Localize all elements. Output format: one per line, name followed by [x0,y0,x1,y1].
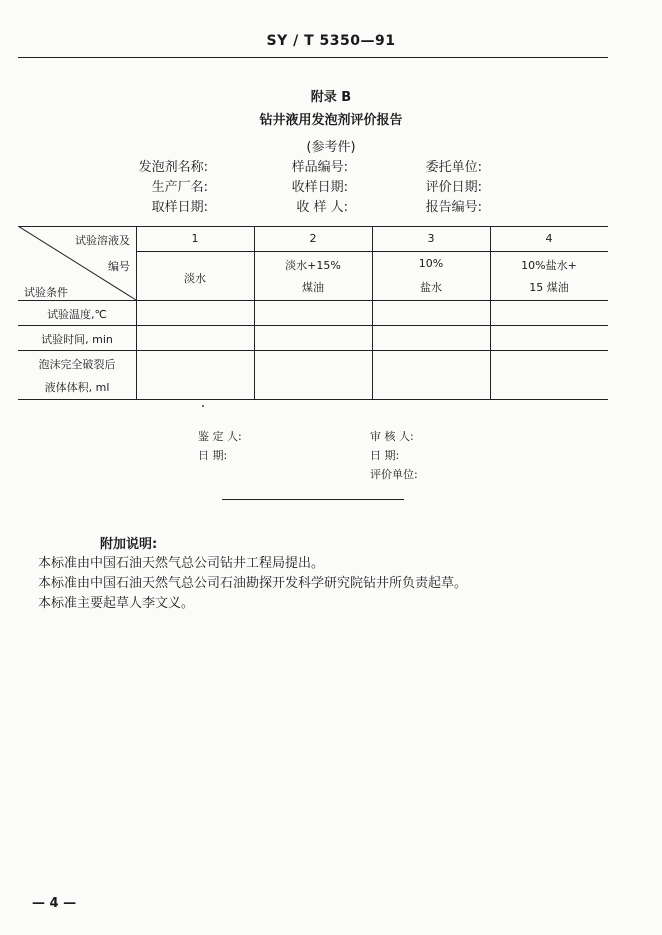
signature-reviewer-date: 日 期: [370,449,400,462]
field-sample-number: 样品编号: [291,160,348,175]
document-code: SY / T 5350—91 [266,33,396,49]
row-label-foam-volume-line2: 液体体积, ml [44,381,110,394]
field-receive-date: 收样日期: [291,180,348,195]
signature-reviewer: 审 核 人: [370,430,414,443]
column-solution-name: 10% [418,257,444,270]
signature-evaluation-unit: 评价单位: [370,468,418,481]
signature-appraiser-date: 日 期: [198,449,228,462]
note-line: 本标准主要起草人李文义。 [38,596,195,611]
column-solution-name-line2: 盐水 [420,281,442,294]
table-row-rule [18,325,608,326]
evaluation-table [18,226,608,400]
row-label-temperature: 试验温度,℃ [47,308,107,321]
column-solution-name-line2: 15 煤油 [529,281,569,294]
field-foaming-agent-name: 发泡剂名称: [138,160,208,175]
row-label-time: 试验时间, min [41,333,113,346]
row-label-foam-volume: 泡沫完全破裂后 [38,358,116,371]
column-solution-name: 10%盐水+ [521,259,577,272]
signature-appraiser: 鉴 定 人: [198,430,242,443]
note-line: 本标准由中国石油天然气总公司石油勘探开发科学研究院钻井所负责起草。 [38,576,468,591]
table-column-rule [372,226,373,400]
column-number: 2 [309,232,317,245]
table-bottom-rule [18,399,608,400]
report-title: 钻井液用发泡剂评价报告 [259,113,403,128]
column-number: 1 [191,232,199,245]
field-receiver: 收 样 人: [296,200,348,215]
note-line: 本标准由中国石油天然气总公司钻井工程局提出。 [38,556,325,571]
corner-label-number: 编号 [108,260,130,273]
scan-speck [202,405,204,407]
field-sampling-date: 取样日期: [151,200,208,215]
table-column-rule [254,226,255,400]
field-evaluation-date: 评价日期: [425,180,482,195]
column-solution-name-line2: 煤油 [302,281,324,294]
additional-notes-heading: 附加说明: [100,537,158,552]
reference-note: (参考件) [306,140,356,155]
corner-label-conditions: 试验条件 [24,286,68,299]
field-report-number: 报告编号: [425,200,482,215]
field-client-unit: 委托单位: [425,160,482,175]
column-solution-name: 淡水+15% [285,259,341,272]
appendix-label: 附录 B [310,90,352,105]
corner-label-solution: 试验溶液及 [75,234,130,247]
end-rule [222,499,404,500]
header-rule [18,57,608,58]
table-column-rule [490,226,491,400]
column-number: 3 [427,232,435,245]
field-manufacturer: 生产厂名: [151,180,208,195]
table-row-rule [18,350,608,351]
page-number: — 4 — [32,896,77,911]
column-number: 4 [545,232,553,245]
column-solution-name: 淡水 [184,272,206,285]
